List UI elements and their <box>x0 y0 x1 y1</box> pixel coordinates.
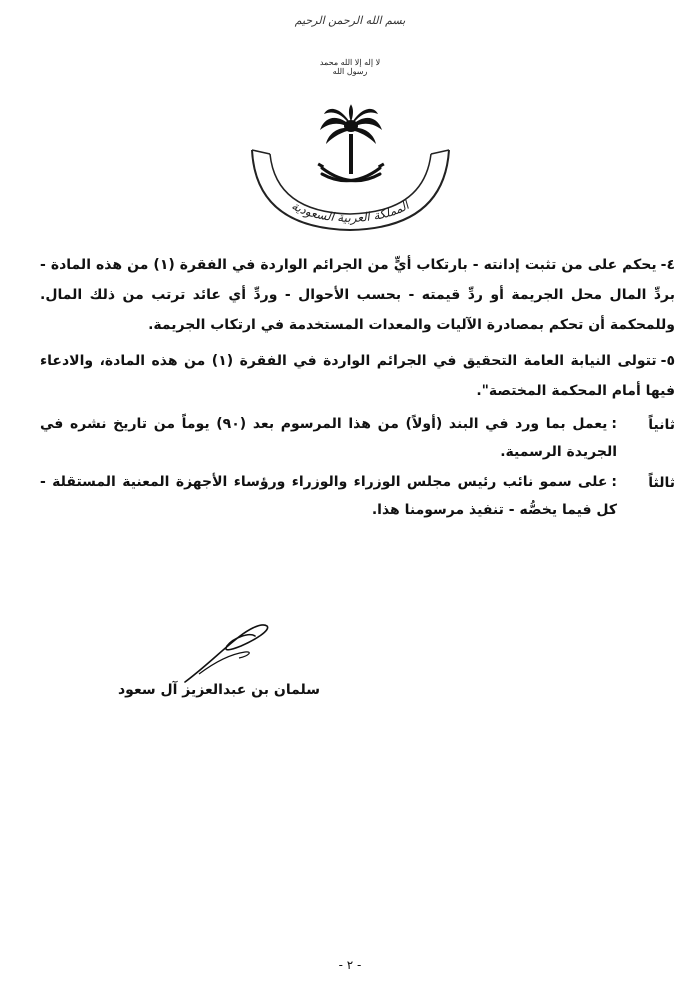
decree-body <box>40 250 675 524</box>
paragraph-second: ثانياً :يعمل بما ورد في البند (أولاً) من هذا المرسوم بعد (٩٠) يوماً من تاريخ نشره في الجريدة الرسمية. <box>40 410 675 466</box>
page-number: - ٢ - <box>338 958 362 972</box>
shahada-calligraphy: لا إله إلا الله محمد رسول الله <box>319 58 381 76</box>
signer-name: سلمان بن عبدالعزيز آل سعود <box>117 682 320 698</box>
handwritten-signature <box>175 612 275 692</box>
svg-text:المملكة العربية السعودية <box>289 197 412 225</box>
paragraph-text: يعمل بما ورد في البند (أولاً) من هذا المرسوم بعد (٩٠) يوماً من تاريخ نشره في الجريدة الرسمية. <box>40 416 617 460</box>
clause-text: يحكم على من تثبت إدانته - بارتكاب أيٍّ من الجرائم الواردة في الفقرة (١) من هذه المادة - بردِّ المال محل الجريمة أو ردِّ قيمته - بحسب الأحوال - وردِّ أي عائد ترتب من ذلك المال. وللمحكمة أن تحكم بمصادرة الآليات والمعدات المستخدمة في ارتكاب الجريمة. <box>40 257 675 333</box>
kingdom-name-arc <box>248 120 453 235</box>
emblem-text: المملكة العربية السعودية <box>289 198 412 226</box>
paragraph-label: ثانياً <box>648 417 675 433</box>
paragraph-third: ثالثاً :على سمو نائب رئيس مجلس الوزراء والوزراء ورؤساء الأجهزة المعنية المستقلة - كل فيما يخصُّه - تنفيذ مرسومنا هذا. <box>40 468 675 524</box>
clause-number: ٤- <box>660 257 675 273</box>
basmala: بسم الله الرحمن الرحيم <box>294 14 406 27</box>
clause-text: تتولى النيابة العامة التحقيق في الجرائم الواردة في الفقرة (١) من هذه المادة، والادعاء فيها أمام المحكمة المختصة". <box>40 353 675 399</box>
paragraph-text: على سمو نائب رئيس مجلس الوزراء والوزراء ورؤساء الأجهزة المعنية المستقلة - كل فيما يخصُّه - تنفيذ مرسومنا هذا. <box>40 474 617 518</box>
clause-5 <box>40 346 675 406</box>
clause-4 <box>40 250 675 340</box>
clause-number: ٥- <box>660 353 675 369</box>
paragraph-label: ثالثاً <box>648 475 675 491</box>
